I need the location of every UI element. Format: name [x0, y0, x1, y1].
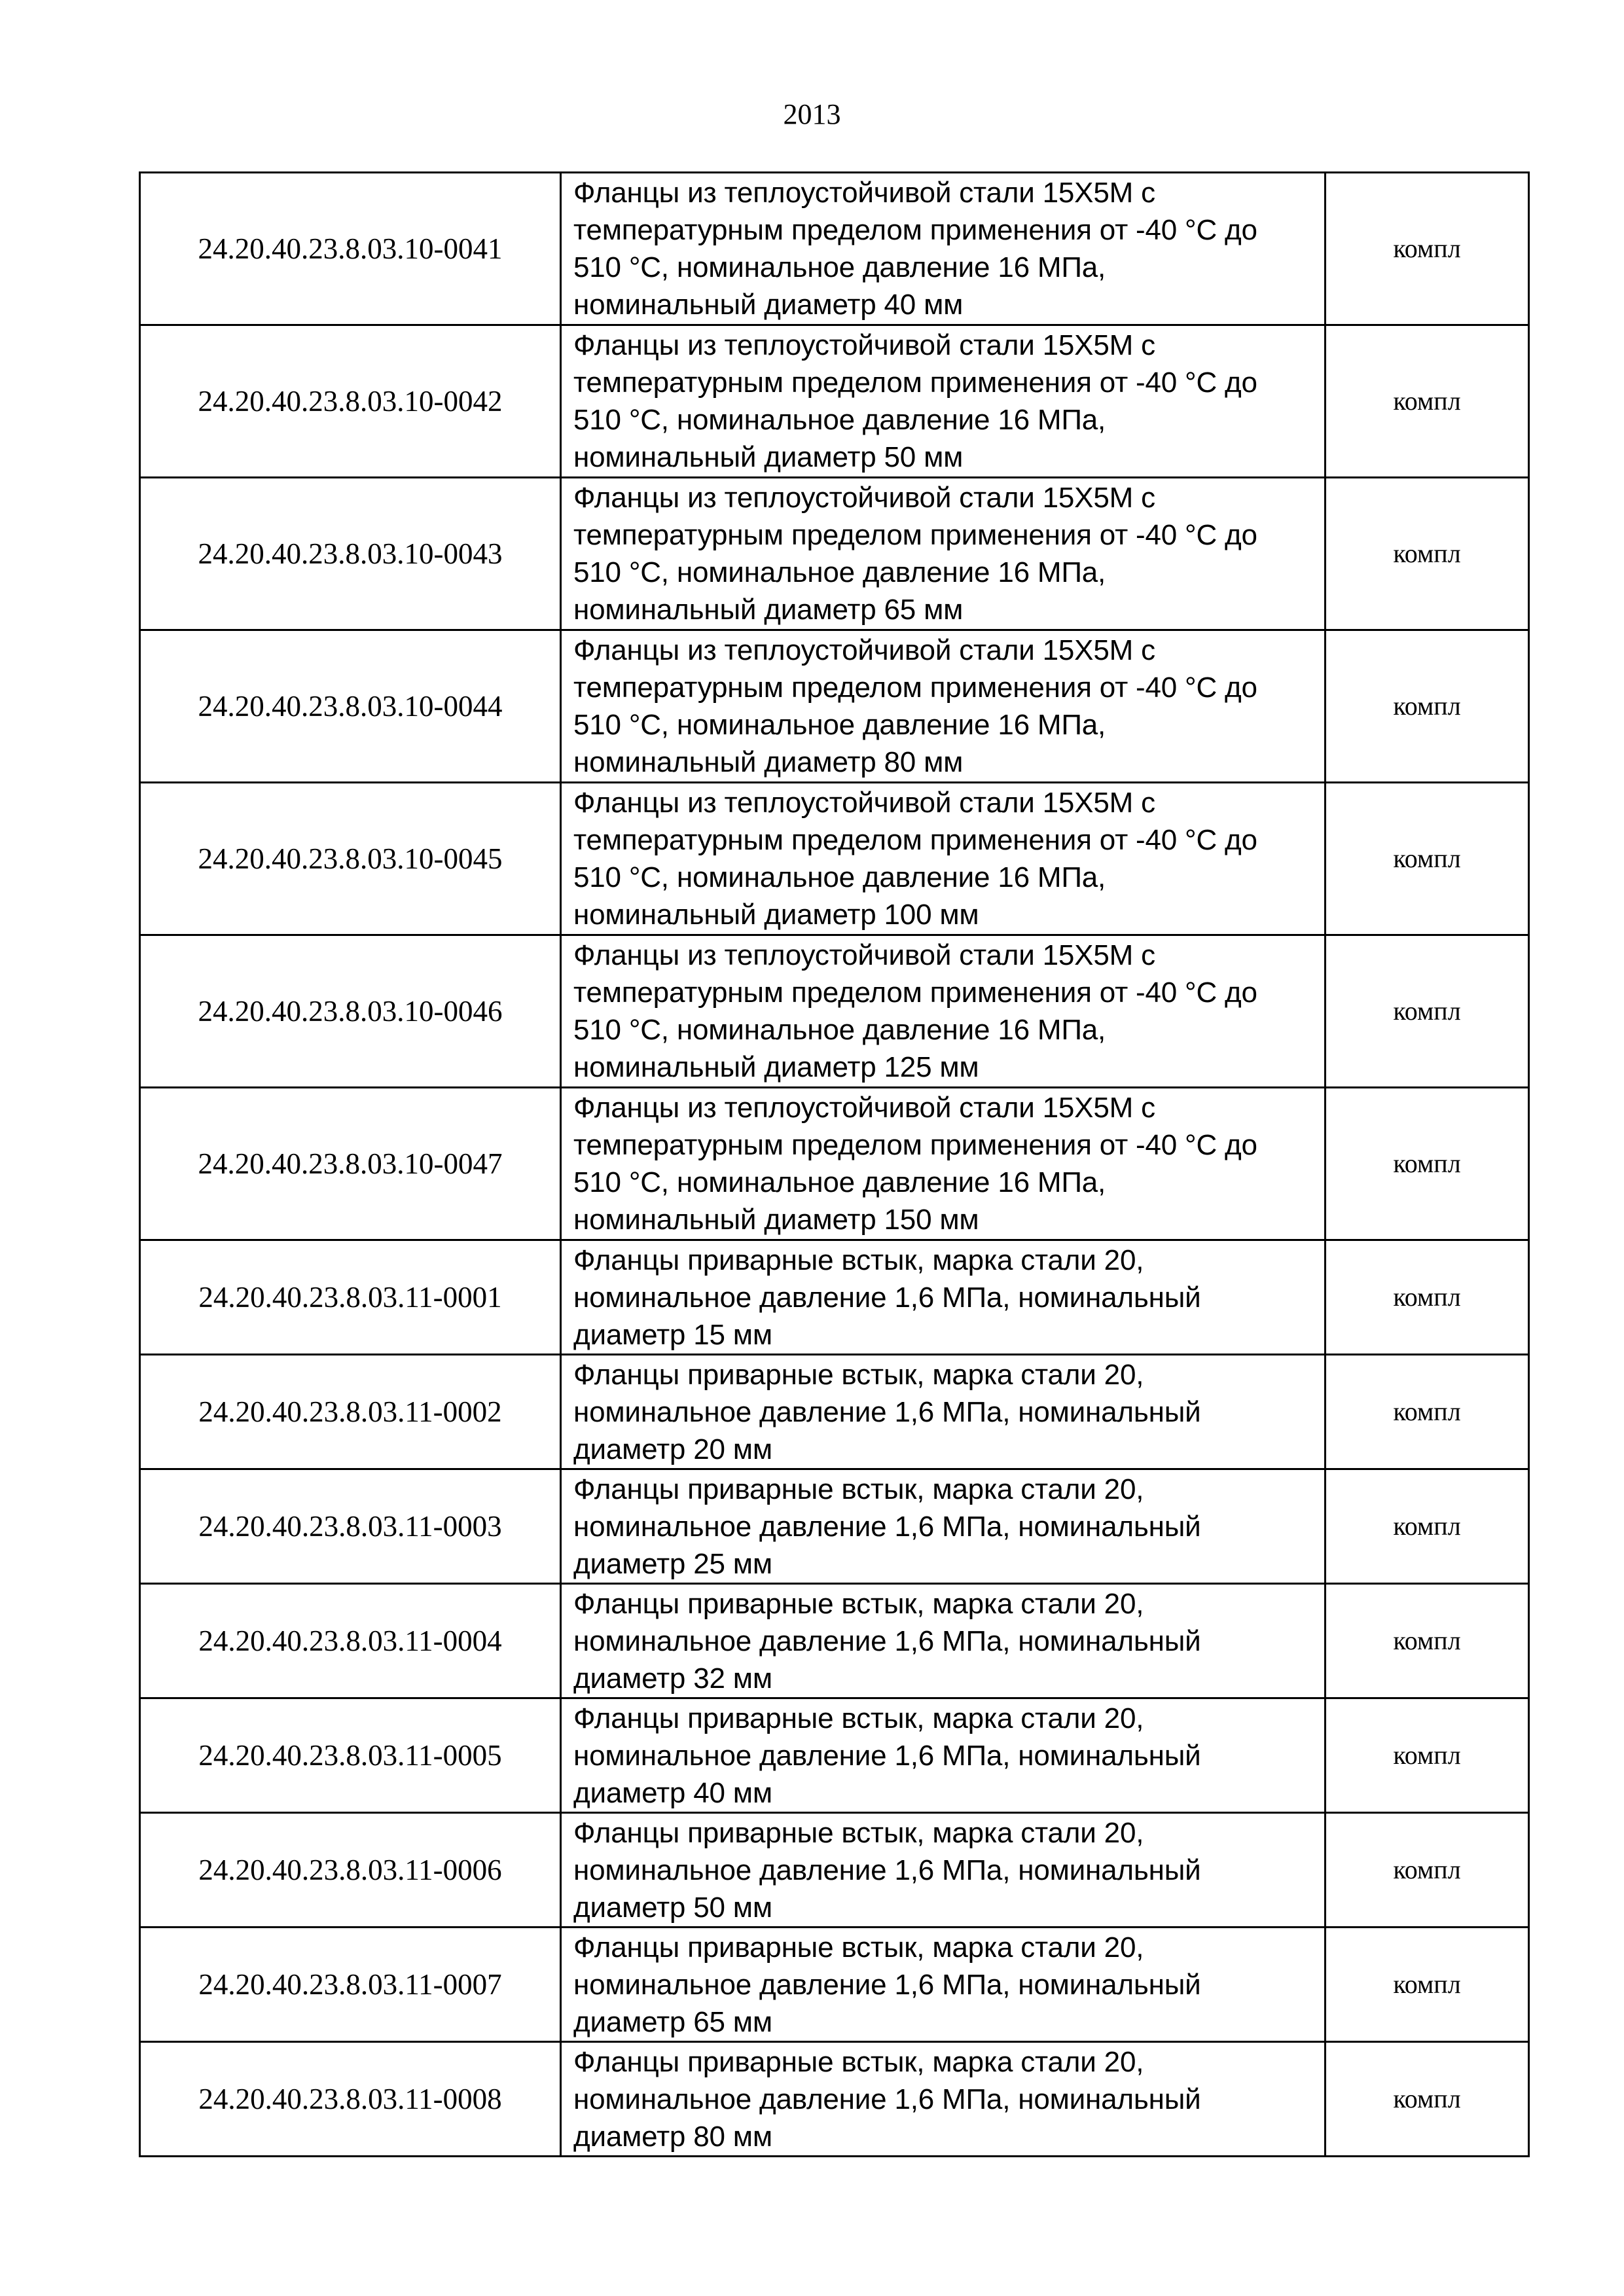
description-line: номинальный диаметр 150 мм	[573, 1204, 979, 1236]
resource-description	[561, 1698, 1326, 1813]
unit-of-measure: компл	[1326, 1698, 1529, 1813]
resource-code: 24.20.40.23.8.03.11-0001	[140, 1240, 561, 1355]
table-row	[140, 173, 1529, 325]
description-line: Фланцы приварные встык, марка стали 20,	[573, 1473, 1144, 1505]
description-line: номинальное давление 1,6 МПа, номинальный	[573, 1624, 1201, 1657]
description-line: Фланцы приварные встык, марка стали 20,	[573, 1587, 1144, 1620]
description-line: 510 °С, номинальное давление 16 МПа,	[573, 1014, 1106, 1046]
table-row	[140, 1240, 1529, 1355]
description-line: номинальное давление 1,6 МПа, номинальный	[573, 1968, 1201, 2001]
resource-code: 24.20.40.23.8.03.11-0007	[140, 1928, 561, 2042]
resource-description	[561, 1088, 1326, 1240]
description-line: диаметр 80 мм	[573, 2120, 772, 2153]
unit-of-measure: компл	[1326, 1240, 1529, 1355]
resource-code: 24.20.40.23.8.03.11-0002	[140, 1355, 561, 1469]
page-number: 2013	[783, 98, 841, 130]
unit-of-measure: компл	[1326, 1469, 1529, 1584]
resource-description	[561, 325, 1326, 478]
description-line: диаметр 32 мм	[573, 1662, 772, 1695]
description-line: 510 °С, номинальное давление 16 МПа,	[573, 861, 1106, 893]
resource-table	[139, 171, 1530, 2157]
table-row	[140, 2042, 1529, 2157]
resource-description	[561, 1240, 1326, 1355]
description-line: номинальный диаметр 65 мм	[573, 594, 964, 626]
resource-code: 24.20.40.23.8.03.11-0004	[140, 1584, 561, 1698]
resource-code: 24.20.40.23.8.03.11-0006	[140, 1813, 561, 1928]
description-line: номинальное давление 1,6 МПа, номинальный	[573, 1510, 1201, 1543]
resource-code: 24.20.40.23.8.03.10-0042	[140, 325, 561, 478]
description-line: Фланцы приварные встык, марка стали 20,	[573, 2045, 1144, 2078]
resource-description	[561, 478, 1326, 630]
resource-description	[561, 1928, 1326, 2042]
table-row	[140, 630, 1529, 783]
description-line: температурным пределом применения от -40 °С до	[573, 519, 1257, 551]
resource-table-body	[140, 173, 1529, 2157]
description-line: номинальный диаметр 80 мм	[573, 746, 964, 778]
description-line: номинальный диаметр 50 мм	[573, 441, 964, 473]
description-line: температурным пределом применения от -40 °С до	[573, 367, 1257, 399]
table-row	[140, 478, 1529, 630]
description-line: 510 °С, номинальное давление 16 МПа,	[573, 404, 1106, 436]
description-line: Фланцы из теплоустойчивой стали 15Х5М с	[573, 634, 1155, 666]
description-line: Фланцы из теплоустойчивой стали 15Х5М с	[573, 787, 1155, 819]
table-row	[140, 1813, 1529, 1928]
resource-description	[561, 2042, 1326, 2157]
description-line: Фланцы приварные встык, марка стали 20,	[573, 1931, 1144, 1964]
description-line: диаметр 15 мм	[573, 1318, 772, 1351]
unit-of-measure: компл	[1326, 325, 1529, 478]
table-row	[140, 783, 1529, 935]
description-line: Фланцы из теплоустойчивой стали 15Х5М с	[573, 939, 1155, 971]
unit-of-measure: компл	[1326, 935, 1529, 1088]
description-line: 510 °С, номинальное давление 16 МПа,	[573, 251, 1106, 283]
description-line: диаметр 20 мм	[573, 1433, 772, 1465]
description-line: диаметр 65 мм	[573, 2005, 772, 2038]
description-line: диаметр 50 мм	[573, 1891, 772, 1924]
table-row	[140, 1469, 1529, 1584]
description-line: номинальное давление 1,6 МПа, номинальный	[573, 2083, 1201, 2115]
unit-of-measure: компл	[1326, 478, 1529, 630]
resource-code: 24.20.40.23.8.03.11-0005	[140, 1698, 561, 1813]
resource-description	[561, 935, 1326, 1088]
description-line: диаметр 25 мм	[573, 1547, 772, 1580]
unit-of-measure: компл	[1326, 783, 1529, 935]
table-row	[140, 1355, 1529, 1469]
resource-code: 24.20.40.23.8.03.11-0008	[140, 2042, 561, 2157]
resource-description	[561, 1355, 1326, 1469]
table-row	[140, 1928, 1529, 2042]
description-line: номинальное давление 1,6 МПа, номинальный	[573, 1854, 1201, 1886]
resource-description	[561, 1813, 1326, 1928]
description-line: температурным пределом применения от -40 °С до	[573, 977, 1257, 1009]
description-line: Фланцы приварные встык, марка стали 20,	[573, 1702, 1144, 1734]
description-line: Фланцы приварные встык, марка стали 20,	[573, 1816, 1144, 1849]
resource-code: 24.20.40.23.8.03.11-0003	[140, 1469, 561, 1584]
description-line: диаметр 40 мм	[573, 1776, 772, 1809]
description-line: температурным пределом применения от -40 °С до	[573, 214, 1257, 246]
resource-code: 24.20.40.23.8.03.10-0043	[140, 478, 561, 630]
unit-of-measure: компл	[1326, 630, 1529, 783]
resource-code: 24.20.40.23.8.03.10-0047	[140, 1088, 561, 1240]
unit-of-measure: компл	[1326, 1584, 1529, 1698]
description-line: Фланцы из теплоустойчивой стали 15Х5М с	[573, 1092, 1155, 1124]
resource-description	[561, 783, 1326, 935]
description-line: Фланцы из теплоустойчивой стали 15Х5М с	[573, 177, 1155, 209]
unit-of-measure: компл	[1326, 1355, 1529, 1469]
unit-of-measure: компл	[1326, 1813, 1529, 1928]
resource-description	[561, 1469, 1326, 1584]
description-line: номинальное давление 1,6 МПа, номинальный	[573, 1395, 1201, 1428]
description-line: номинальный диаметр 40 мм	[573, 289, 964, 321]
unit-of-measure: компл	[1326, 173, 1529, 325]
table-row	[140, 1088, 1529, 1240]
description-line: температурным пределом применения от -40 °С до	[573, 1129, 1257, 1161]
description-line: номинальное давление 1,6 МПа, номинальный	[573, 1739, 1201, 1772]
description-line: Фланцы из теплоустойчивой стали 15Х5М с	[573, 329, 1155, 361]
description-line: температурным пределом применения от -40 °С до	[573, 824, 1257, 856]
resource-code: 24.20.40.23.8.03.10-0044	[140, 630, 561, 783]
table-row	[140, 1698, 1529, 1813]
resource-code: 24.20.40.23.8.03.10-0041	[140, 173, 561, 325]
description-line: номинальный диаметр 125 мм	[573, 1051, 979, 1083]
table-row	[140, 935, 1529, 1088]
description-line: Фланцы приварные встык, марка стали 20,	[573, 1244, 1144, 1276]
table-row	[140, 1584, 1529, 1698]
unit-of-measure: компл	[1326, 2042, 1529, 2157]
description-line: номинальное давление 1,6 МПа, номинальный	[573, 1281, 1201, 1314]
resource-description	[561, 1584, 1326, 1698]
resource-code: 24.20.40.23.8.03.10-0046	[140, 935, 561, 1088]
unit-of-measure: компл	[1326, 1088, 1529, 1240]
resource-description	[561, 630, 1326, 783]
resource-description	[561, 173, 1326, 325]
description-line: 510 °С, номинальное давление 16 МПа,	[573, 1166, 1106, 1198]
description-line: 510 °С, номинальное давление 16 МПа,	[573, 556, 1106, 588]
description-line: Фланцы приварные встык, марка стали 20,	[573, 1358, 1144, 1391]
unit-of-measure: компл	[1326, 1928, 1529, 2042]
description-line: Фланцы из теплоустойчивой стали 15Х5М с	[573, 482, 1155, 514]
description-line: температурным пределом применения от -40 °С до	[573, 672, 1257, 704]
table-row	[140, 325, 1529, 478]
description-line: 510 °С, номинальное давление 16 МПа,	[573, 709, 1106, 741]
resource-code: 24.20.40.23.8.03.10-0045	[140, 783, 561, 935]
description-line: номинальный диаметр 100 мм	[573, 899, 979, 931]
